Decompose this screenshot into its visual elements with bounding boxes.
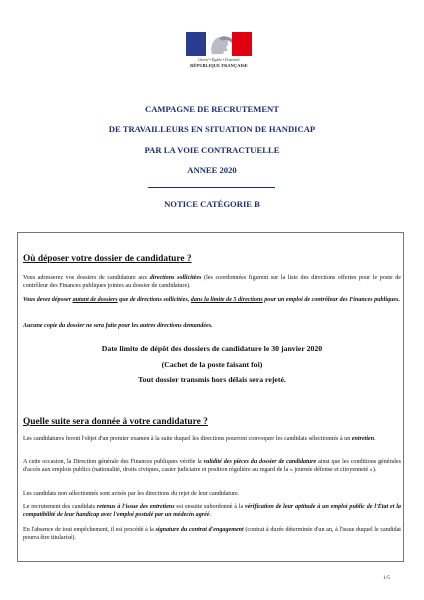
text-run: ainsi que les conditions générales d'accès aux emplois publics (nationalité, droits civiques, casier judiciaire et position régulière au regard de la « journée défense et citoyenneté »). [23, 459, 401, 473]
section-followup-paragraph-5 [23, 527, 401, 542]
text-run: pour un emploi de contrôleur des Finances publiques. [262, 297, 401, 303]
emphasis-validite: validité des pièces du dossier de candidature [203, 459, 317, 465]
deadline-text: Date limite de dépôt des dossiers de candidature le 30 janvier 2020 [101, 344, 323, 353]
section-where-paragraph-3: Aucune copie du dossier ne sera faite pour les autres directions demandées. [23, 323, 213, 329]
section-followup-paragraph-1 [23, 436, 401, 444]
marianne-emblem [186, 32, 252, 56]
text-run: Le recrutement des candidats [23, 504, 97, 510]
republic-name: RÉPUBLIQUE FRANÇAISE [190, 63, 248, 68]
section-where-paragraph-1 [23, 275, 401, 290]
text-run: Vous devez déposer [23, 297, 73, 303]
emphasis-limit: dans la limite de 5 directions [190, 297, 263, 303]
section-followup-title: Quelle suite sera donnée à votre candidature ? [23, 417, 208, 427]
text-run: (contrat à durée déterminée d'un an, à l'issue duquel le candidat pourra être titularisé). [23, 527, 401, 541]
postmark-text: (Cachet de la poste faisant foi) [161, 360, 263, 369]
campaign-year: ANNEE 2020 [187, 165, 237, 175]
text-run: (les coordonnées figurent sur la liste des directions offertes pour le poste de contrôleur des Finances publiques jointes au dossier de candidature). [23, 275, 401, 289]
emphasis-contrat: signature du contrat d'engagement [155, 527, 244, 533]
emphasis-directions: directions sollicitées [149, 275, 202, 281]
text-run: Les candidatures feront l'objet d'un premier examen à la suite duquel les directions pourront convoquer les candidats sélectionnés à un [23, 436, 352, 442]
emphasis-entretien: entretien [351, 436, 375, 442]
notice-title: NOTICE CATÉGORIE B [164, 199, 260, 209]
text-run: . [209, 511, 212, 518]
text-run: Vous adresserez vos dossiers de candidature aux [23, 275, 150, 281]
emphasis-aptitude: vérification de leur aptitude à un emploi public de l'État et la compatibilité de leur handicap avec l'emploi postulé par un médecin agréé [23, 504, 401, 518]
emphasis-dossiers: autant de dossiers [72, 297, 118, 303]
section-where-paragraph-2 [23, 297, 401, 305]
page-number: 1/5 [383, 575, 391, 581]
text-run: que de directions sollicitées, [117, 297, 191, 303]
campaign-title-line-3: PAR LA VOIE CONTRACTUELLE [144, 145, 280, 155]
campaign-title-line-2: DE TRAVAILLEURS EN SITUATION DE HANDICAP [108, 124, 316, 134]
text-run: A cette occasion, la Direction générale des Finances publiques vérifie la [23, 459, 204, 465]
section-followup-paragraph-4 [23, 504, 401, 519]
section-followup-paragraph-2 [23, 459, 401, 474]
section-where-title: Où déposer votre dossier de candidature ? [23, 254, 192, 264]
text-run: . [374, 436, 376, 442]
section-followup-paragraph-3: Les candidats non sélectionnés sont avisés par les directions du rejet de leur candidature. [23, 491, 240, 497]
text-run: est ensuite subordonné à la [174, 504, 245, 510]
title-divider [148, 187, 275, 188]
republic-motto: Liberté • Égalité • Fraternité [198, 58, 240, 62]
text-run: En l'absence de tout empêchement, il est procédé à la [23, 527, 156, 533]
rejection-text: Tout dossier transmis hors délais sera rejeté. [138, 375, 286, 384]
republique-francaise-logo [186, 32, 252, 70]
campaign-title-line-1: CAMPAGNE DE RECRUTEMENT [145, 104, 279, 114]
emphasis-retenus: retenus à l'issue des entretiens [96, 504, 175, 510]
